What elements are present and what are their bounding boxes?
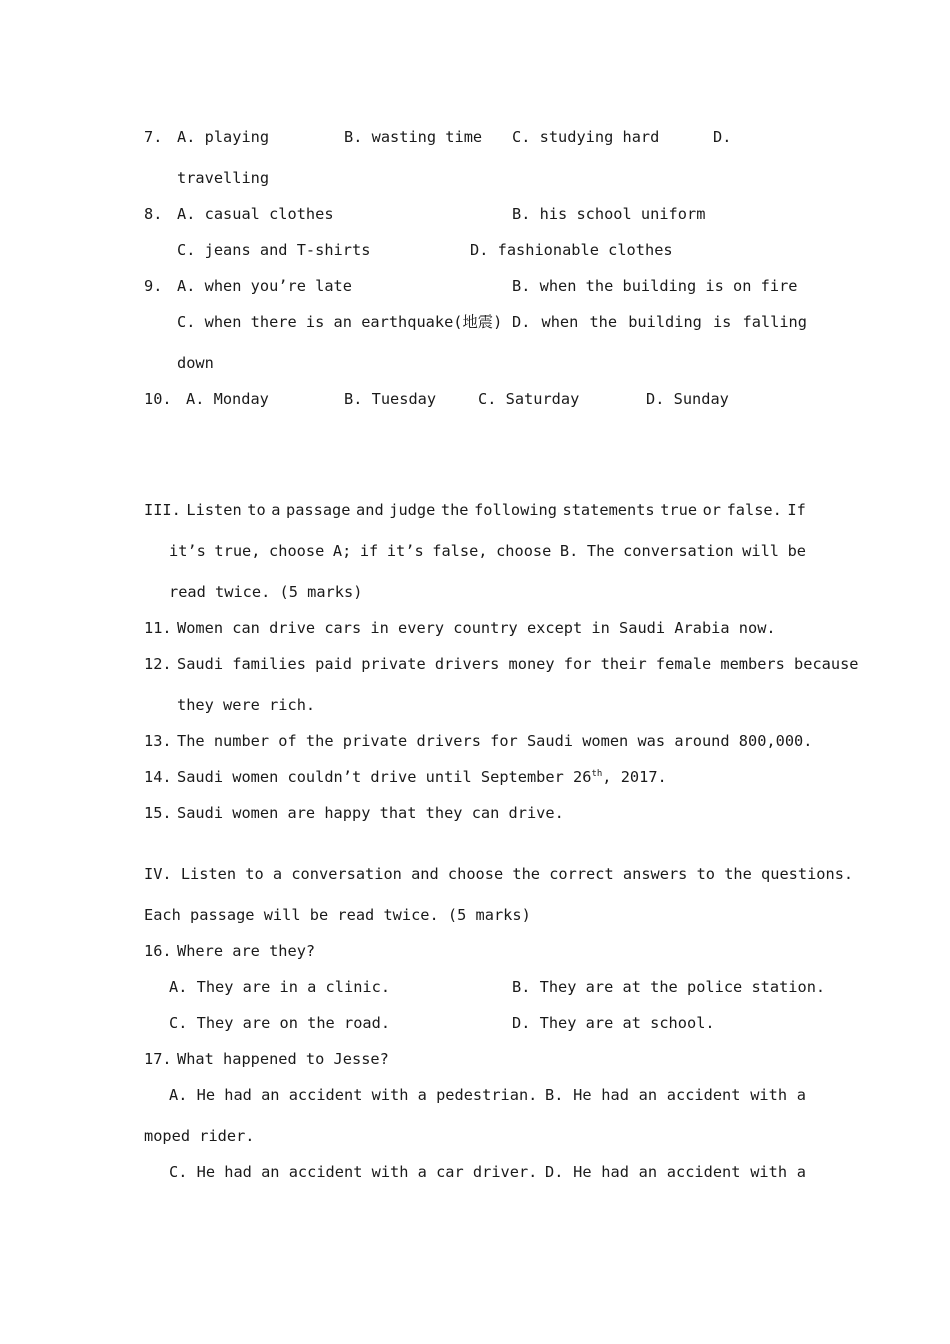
q14-ordinal-suffix: th <box>591 769 603 779</box>
q8-option-b: B. his school uniform <box>512 205 706 223</box>
q7-option-d-continued: travelling <box>177 169 270 187</box>
section-3-instruction-line-1 <box>144 500 806 520</box>
q15-statement: Saudi women are happy that they can drive. <box>177 804 564 822</box>
word: passage <box>286 501 351 519</box>
section-3-instruction-line-2 <box>169 541 806 561</box>
q8-option-a: A. casual clothes <box>177 205 334 223</box>
q12-statement-continued: they were rich. <box>177 696 316 714</box>
q17-stem: What happened to Jesse? <box>177 1050 389 1068</box>
q17-option-b <box>545 1085 806 1105</box>
word: Listen <box>186 501 242 519</box>
q17-number: 17. <box>144 1050 172 1068</box>
word: will <box>742 542 779 560</box>
word: when <box>541 313 579 331</box>
word: falling <box>742 313 807 331</box>
word: A; <box>332 542 352 560</box>
q11-statement: Women can drive cars in every country except in Saudi Arabia now. <box>177 619 776 637</box>
word: an <box>638 1086 658 1104</box>
q10-option-d: D. Sunday <box>646 390 729 408</box>
word: is <box>712 313 732 331</box>
q15-number: 15. <box>144 804 172 822</box>
word: with <box>750 1086 788 1104</box>
q9-option-a: A. when you’re late <box>177 277 352 295</box>
word: accident <box>666 1086 741 1104</box>
section-4-instruction-line-2: Each passage will be read twice. (5 marks) <box>144 906 531 924</box>
word: with <box>750 1163 788 1181</box>
word: or <box>702 501 722 519</box>
word: choose <box>269 542 325 560</box>
q10-number: 10. <box>144 390 172 408</box>
q9-option-b: B. when the building is on fire <box>512 277 798 295</box>
word: statements <box>562 501 655 519</box>
section-3-instruction-line-3: read twice. (5 marks) <box>169 583 363 601</box>
word: following <box>474 501 557 519</box>
word: D. <box>545 1163 564 1181</box>
word: had <box>601 1163 629 1181</box>
q16-option-b: B. They are at the police station. <box>512 978 826 996</box>
word: B. <box>545 1086 564 1104</box>
word: accident <box>666 1163 741 1181</box>
section-4-instruction-line-1: IV. Listen to a conversation and choose the correct answers to the questions. <box>144 865 854 883</box>
word: He <box>573 1163 592 1181</box>
q12-statement: Saudi families paid private drivers money for their female members because <box>177 655 859 673</box>
q8-number: 8. <box>144 205 163 223</box>
word: conversation <box>623 542 734 560</box>
q9-number: 9. <box>144 277 163 295</box>
q14-text-after: , 2017. <box>602 768 667 786</box>
q13-statement: The number of the private drivers for Saudi women was around 800,000. <box>177 732 813 750</box>
word: true <box>660 501 698 519</box>
q7-option-d: D. <box>713 128 732 146</box>
word: the <box>589 313 618 331</box>
q10-option-a: A. Monday <box>186 390 269 408</box>
word: and <box>356 501 384 519</box>
q16-option-d: D. They are at school. <box>512 1014 715 1032</box>
word: a <box>796 1086 806 1104</box>
word: it’s <box>169 542 206 560</box>
q10-option-c: C. Saturday <box>478 390 580 408</box>
word: be <box>787 542 806 560</box>
word: a <box>796 1163 806 1181</box>
word: D. <box>512 313 531 331</box>
q7-option-c: C. studying hard <box>512 128 660 146</box>
q9-option-c: C. when there is an earthquake(地震) <box>177 313 503 331</box>
q10-option-b: B. Tuesday <box>344 390 437 408</box>
q11-number: 11. <box>144 619 172 637</box>
q7-option-a: A. playing <box>177 128 270 146</box>
word: III. <box>144 501 181 519</box>
word: the <box>440 501 469 519</box>
q16-option-a: A. They are in a clinic. <box>169 978 391 996</box>
word: it’s <box>386 542 424 560</box>
q16-stem: Where are they? <box>177 942 316 960</box>
q17-option-d <box>545 1162 806 1182</box>
word: if <box>359 542 379 560</box>
word: B. <box>559 542 579 560</box>
word: had <box>601 1086 629 1104</box>
q13-number: 13. <box>144 732 172 750</box>
q7-number: 7. <box>144 128 163 146</box>
word: to <box>247 501 266 519</box>
q17-option-a: A. He had an accident with a pedestrian. <box>169 1086 538 1104</box>
q14-statement <box>177 767 667 787</box>
word: false. <box>726 501 782 519</box>
word: choose <box>496 542 552 560</box>
word: an <box>638 1163 658 1181</box>
q8-option-c: C. jeans and T-shirts <box>177 241 371 259</box>
q16-number: 16. <box>144 942 172 960</box>
q14-number: 14. <box>144 768 172 786</box>
word: false, <box>432 542 488 560</box>
q14-text-before: Saudi women couldn’t drive until September 26 <box>177 768 592 786</box>
word: true, <box>214 542 261 560</box>
q8-option-d: D. fashionable clothes <box>470 241 673 259</box>
word: The <box>586 542 615 560</box>
word: He <box>573 1086 592 1104</box>
q12-number: 12. <box>144 655 172 673</box>
word: judge <box>389 501 436 519</box>
q17-option-c: C. He had an accident with a car driver. <box>169 1163 538 1181</box>
q17-option-b-continued: moped rider. <box>144 1127 255 1145</box>
q9-option-d-continued: down <box>177 354 214 372</box>
q16-option-c: C. They are on the road. <box>169 1014 391 1032</box>
q7-option-b: B. wasting time <box>344 128 483 146</box>
word: a <box>271 501 281 519</box>
word: If <box>787 501 806 519</box>
q9-option-d <box>512 312 807 332</box>
word: building <box>628 313 702 331</box>
